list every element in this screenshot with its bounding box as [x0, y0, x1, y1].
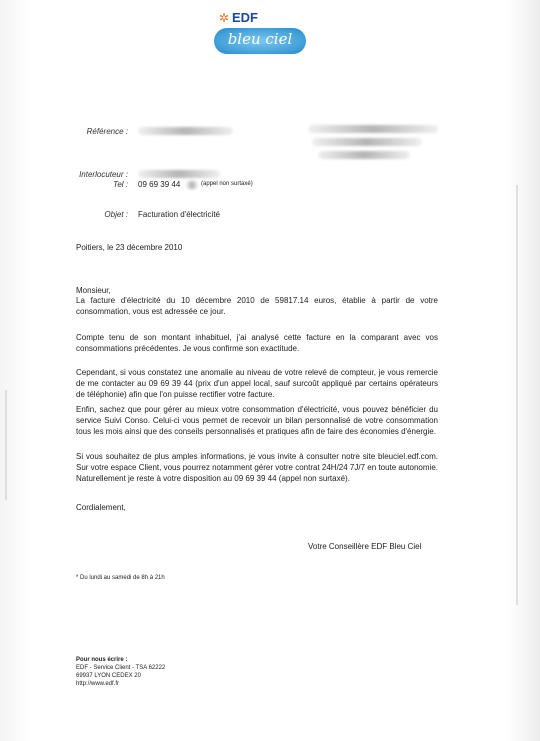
logo-product: bleu ciel: [227, 30, 293, 48]
salutation: Monsieur,: [76, 286, 111, 295]
closing: Cordialement,: [76, 503, 126, 512]
paragraph-5: Si vous souhaitez de plus amples informations, je vous invite à consulter notre site bleuciel.edf.com. Sur votre espace Client, vous pourrez notamment gérer votre contrat 24H/24 7J/7 en toute autonomie. Naturellement je reste à votre disposition au 09 69 39 44 (appel non surtaxé).: [76, 452, 438, 483]
paragraph-2: Compte tenu de son montant inhabituel, j'ai analysé cette facture en la comparant avec vos consommations précédentes. Je vous confirme son exactitude.: [76, 333, 438, 353]
signature: Votre Conseillère EDF Bleu Ciel: [308, 542, 422, 551]
redacted-address: [312, 138, 422, 146]
address-website: http://www.edf.fr: [76, 681, 120, 687]
redacted-address: [308, 125, 438, 133]
edf-bleu-ciel-logo: [214, 10, 306, 54]
address-heading: Pour nous écrire :: [76, 657, 128, 663]
reference-label: Référence :: [86, 127, 128, 136]
objet-label: Objet :: [104, 210, 128, 219]
tel-note: (appel non surtaxé): [201, 181, 253, 187]
left-margin-print: [5, 390, 7, 500]
interlocuteur-label: Interlocuteur :: [79, 170, 128, 179]
paragraph-1: La facture d'électricité du 10 décembre 2010 de 59817.14 euros, établie à partir de votre consommation, vous est adressée ce jour.: [76, 296, 438, 316]
redacted-reference: [138, 127, 233, 135]
date-line: Poitiers, le 23 décembre 2010: [76, 243, 183, 252]
logo-brand: EDF: [232, 10, 258, 25]
paragraph-4: Enfin, sachez que pour gérer au mieux votre consommation d'électricité, vous pouvez bénéficier du service Suivi Conso. Celui-ci vous permet de recevoir un bilan personnalisé de votre consommation tous les mois ainsi que des conseils personnalisés et pratiques afin de faire des économies d'énergie.: [76, 405, 438, 436]
objet-value: Facturation d'électricité: [138, 210, 221, 219]
address-line-1: EDF - Service Client - TSA 62222: [76, 665, 166, 671]
footnote: * Du lundi au samedi de 8h à 21h: [76, 575, 165, 581]
address-line-2: 69937 LYON CEDEX 20: [76, 673, 141, 679]
tel-value: 09 69 39 44: [138, 180, 181, 189]
tel-label: Tel :: [113, 180, 128, 189]
postal-address: [76, 656, 165, 688]
paragraph-3: Cependant, si vous constatez une anomalie au niveau de votre relevé de compteur, je vous remercie de me contacter au 09 69 39 44 (prix d'un appel local, sauf surcoût appliqué par certains opérateurs de téléphonie) afin que l'on puisse rectifier votre facture.: [76, 368, 438, 399]
redacted-interlocuteur: [138, 170, 220, 178]
edf-star-icon: ✲: [219, 11, 230, 25]
redacted-digits: [186, 181, 198, 189]
right-margin-print: [516, 185, 518, 605]
redacted-address: [318, 151, 410, 159]
